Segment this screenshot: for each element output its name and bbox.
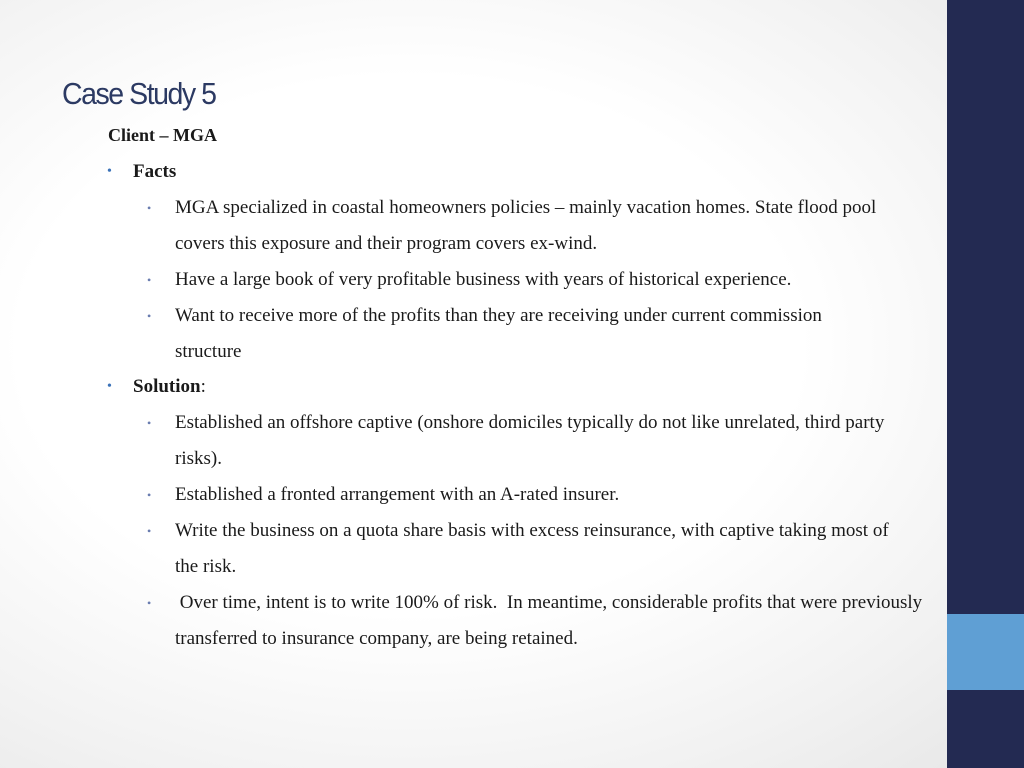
bullet-icon: • [147,416,152,430]
bullet-icon: • [147,596,152,610]
section-solution [107,369,206,405]
bullet-icon: • [147,273,152,287]
heading-colon: : [200,376,206,397]
section-heading: Solution [133,376,201,397]
list-item [147,262,935,298]
list-item-text: Over time, intent is to write 100% of risk. In meantime, considerable profits that were previously transferred to insurance company, are being retained. [175,592,927,649]
client-label: Client – MGA [108,125,217,145]
list-item [147,298,935,370]
list-item [147,477,935,513]
bullet-icon: • [147,201,152,215]
bullet-icon: • [107,379,112,394]
bullet-icon: • [147,524,152,538]
bullet-icon: • [147,488,152,502]
list-item-text: Want to receive more of the profits than they are receiving under current commission structure [175,305,822,362]
list-item [147,513,935,585]
sidebar-accent-block [947,614,1024,690]
section-facts [107,154,177,190]
bullet-icon: • [147,309,152,323]
list-item-text: Established a fronted arrangement with an A-rated insurer. [175,484,620,505]
section-heading: Facts [133,161,177,182]
list-item-text: Established an offshore captive (onshore domiciles typically do not like unrelated, third party risks). [175,412,885,469]
list-item [147,405,935,477]
list-item [147,585,935,657]
bullet-icon: • [107,164,112,179]
list-item-text: Write the business on a quota share basis with excess reinsurance, with captive taking most of the risk. [175,520,889,577]
slide-title: Case Study 5 [62,76,216,111]
list-item-text: Have a large book of very profitable business with years of historical experience. [175,269,792,290]
list-item-text: MGA specialized in coastal homeowners policies – mainly vacation homes. State flood pool covers this exposure and their program covers ex-wind. [175,197,877,254]
list-item [147,190,935,262]
